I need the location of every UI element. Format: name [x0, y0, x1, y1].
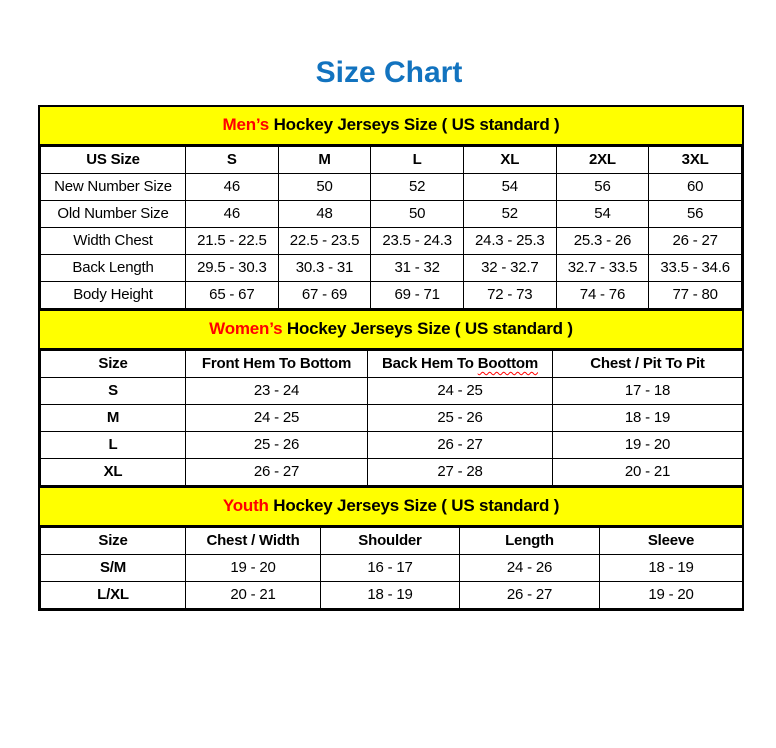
size-value: 67 - 69 — [278, 281, 371, 308]
table-row — [41, 458, 743, 485]
size-chart — [38, 105, 744, 611]
table-row — [41, 431, 743, 458]
youth-banner — [40, 486, 742, 527]
size-value: 52 — [371, 173, 464, 200]
mens-banner-highlight: Men’s — [222, 114, 270, 134]
womens-banner-rest: Hockey Jerseys Size ( US standard ) — [282, 318, 573, 338]
size-value: 17 - 18 — [553, 377, 743, 404]
size-value: 19 - 20 — [186, 554, 321, 581]
column-header: Shoulder — [321, 527, 460, 554]
column-header: US Size — [41, 146, 186, 173]
womens-banner-highlight: Women’s — [209, 318, 283, 338]
mens-banner-rest: Hockey Jerseys Size ( US standard ) — [269, 114, 560, 134]
size-value: 25.3 - 26 — [556, 227, 649, 254]
size-value: 46 — [186, 173, 279, 200]
size-value: 69 - 71 — [371, 281, 464, 308]
row-label: M — [41, 404, 186, 431]
table-row — [41, 200, 742, 227]
row-label: Body Height — [41, 281, 186, 308]
header-row — [41, 146, 742, 173]
section-youth — [40, 486, 742, 609]
size-value: 20 - 21 — [186, 581, 321, 608]
size-value: 22.5 - 23.5 — [278, 227, 371, 254]
column-header: Back Hem To Boottom — [368, 350, 553, 377]
row-label: Old Number Size — [41, 200, 186, 227]
youth-banner-highlight: Youth — [222, 495, 269, 515]
table-row — [41, 554, 743, 581]
size-value: 60 — [649, 173, 742, 200]
size-value: 74 - 76 — [556, 281, 649, 308]
size-value: 24 - 25 — [368, 377, 553, 404]
size-value: 19 - 20 — [553, 431, 743, 458]
size-value: 77 - 80 — [649, 281, 742, 308]
column-header: Chest / Pit To Pit — [553, 350, 743, 377]
size-value: 72 - 73 — [463, 281, 556, 308]
size-value: 26 - 27 — [186, 458, 368, 485]
row-label: XL — [41, 458, 186, 485]
column-header: S — [186, 146, 279, 173]
size-value: 26 - 27 — [368, 431, 553, 458]
size-value: 27 - 28 — [368, 458, 553, 485]
size-value: 24 - 26 — [460, 554, 600, 581]
row-label: L/XL — [41, 581, 186, 608]
size-value: 18 - 19 — [321, 581, 460, 608]
row-label: Back Length — [41, 254, 186, 281]
size-value: 56 — [556, 173, 649, 200]
youth-size-table — [40, 527, 743, 609]
table-row — [41, 281, 742, 308]
mens-banner — [40, 107, 742, 146]
section-mens — [40, 107, 742, 309]
column-header: Front Hem To Bottom — [186, 350, 368, 377]
size-value: 19 - 20 — [600, 581, 743, 608]
misspelled-word: Boottom — [477, 355, 538, 372]
table-row — [41, 581, 743, 608]
size-value: 52 — [463, 200, 556, 227]
page-title: Size Chart — [315, 56, 463, 89]
size-value: 18 - 19 — [600, 554, 743, 581]
size-value: 25 - 26 — [368, 404, 553, 431]
size-value: 48 — [278, 200, 371, 227]
size-value: 24.3 - 25.3 — [463, 227, 556, 254]
column-header: Chest / Width — [186, 527, 321, 554]
youth-banner-rest: Hockey Jerseys Size ( US standard ) — [268, 495, 560, 515]
row-label: L — [41, 431, 186, 458]
section-womens — [40, 309, 742, 486]
size-value: 32 - 32.7 — [463, 254, 556, 281]
mens-size-table — [40, 146, 742, 309]
size-value: 21.5 - 22.5 — [186, 227, 279, 254]
row-label: Width Chest — [41, 227, 186, 254]
size-value: 54 — [463, 173, 556, 200]
size-value: 50 — [278, 173, 371, 200]
table-row — [41, 254, 742, 281]
column-header: M — [278, 146, 371, 173]
size-value: 23.5 - 24.3 — [371, 227, 464, 254]
size-value: 20 - 21 — [553, 458, 743, 485]
header-row — [41, 350, 743, 377]
column-header: XL — [463, 146, 556, 173]
row-label: New Number Size — [41, 173, 186, 200]
column-header: L — [371, 146, 464, 173]
size-value: 65 - 67 — [186, 281, 279, 308]
womens-size-table — [40, 350, 743, 486]
column-header: Sleeve — [600, 527, 743, 554]
table-row — [41, 227, 742, 254]
table-row — [41, 404, 743, 431]
size-value: 25 - 26 — [186, 431, 368, 458]
size-value: 29.5 - 30.3 — [186, 254, 279, 281]
size-value: 32.7 - 33.5 — [556, 254, 649, 281]
size-value: 26 - 27 — [460, 581, 600, 608]
header-row — [41, 527, 743, 554]
size-value: 18 - 19 — [553, 404, 743, 431]
size-value: 24 - 25 — [186, 404, 368, 431]
size-value: 26 - 27 — [649, 227, 742, 254]
row-label: S — [41, 377, 186, 404]
womens-banner — [40, 309, 742, 350]
size-value: 56 — [649, 200, 742, 227]
column-header: Size — [41, 350, 186, 377]
size-value: 54 — [556, 200, 649, 227]
size-value: 33.5 - 34.6 — [649, 254, 742, 281]
row-label: S/M — [41, 554, 186, 581]
column-header: 2XL — [556, 146, 649, 173]
size-value: 50 — [371, 200, 464, 227]
column-header: Size — [41, 527, 186, 554]
table-row — [41, 377, 743, 404]
column-header: 3XL — [649, 146, 742, 173]
size-value: 16 - 17 — [321, 554, 460, 581]
column-header: Length — [460, 527, 600, 554]
size-value: 23 - 24 — [186, 377, 368, 404]
size-value: 46 — [186, 200, 279, 227]
size-value: 31 - 32 — [371, 254, 464, 281]
size-value: 30.3 - 31 — [278, 254, 371, 281]
table-row — [41, 173, 742, 200]
